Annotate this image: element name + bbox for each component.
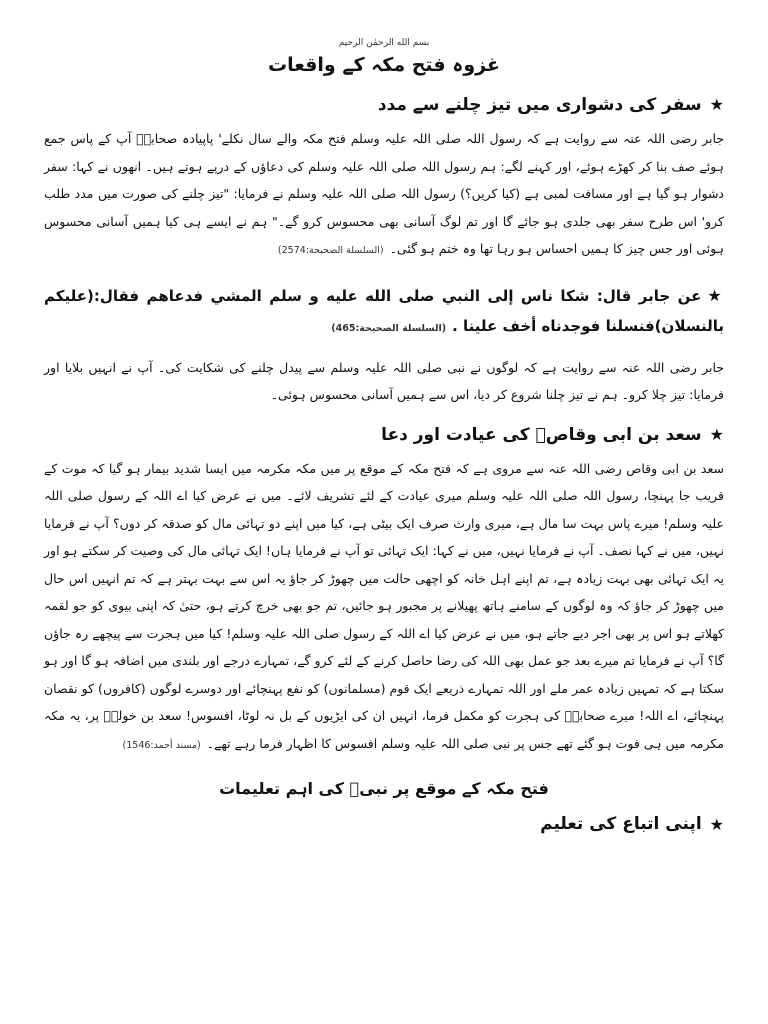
section-paragraph [44,354,724,409]
paragraph-text: جابر رضی اللہ عنہ سے روایت ہے کہ رسول اللہ صلی اللہ علیہ وسلم فتح مکہ والے سال نکلے' پاپیادہ صحابہؓ آپ کے پاس جمع ہوئے صف بنا کر کھڑے ہوئے، اور کہنے لگے: ہم رسول اللہ صلی اللہ علیہ وسلم کی دعاؤں کے درپے ہوتے ہیں۔ انھوں نے کہا: سفر دشوار ہو گیا ہے اور مسافت لمبی ہے (کیا کریں؟) رسول اللہ صلی اللہ علیہ وسلم نے فرمایا: "تیز چلنے کی صورت میں مدد طلب کرو' اس طرح سفر بھی جلدی ہو جائے گا اور تم لوگ آسانی بھی محسوس کرو گے۔" ہم نے ایسے ہی کیا ہمیں آسانی محسوس ہوئی اور جس چیز کا ہمیں احساس ہو رہا تھا وہ ختم ہو گئی۔ [44,131,724,256]
star-icon: ★ [709,814,724,834]
section-heading-travel-difficulty [44,94,724,115]
paragraph-text: جابر رضی اللہ عنہ سے روایت ہے کہ لوگوں نے نبی صلی اللہ علیہ وسلم سے پیدل چلنے کی شکایت کی۔ آپ نے انہیں بلایا اور فرمایا: تیز چلا کرو۔ ہم نے تیز چلنا شروع کر دیا، اس سے ہمیں آسانی محسوس ہوئی۔ [44,359,724,402]
star-icon: ★ [709,95,724,114]
arabic-hadith-heading [44,281,724,344]
section-heading-saad-visit [44,425,724,445]
section-paragraph [44,125,724,265]
reference-citation: (السلسلة الصحيحة:2574) [277,245,384,256]
subtitle-heading: فتح مکہ کے موقع پر نبیؐ کی اہم تعلیمات [219,779,549,798]
paragraph-text: سعد بن ابی وقاص رضی اللہ عنہ سے مروی ہے کہ فتح مکہ کے موقع پر میں مکہ مکرمہ میں ایسا شدید بیمار ہو گیا کہ موت کے قریب جا پہنچا، رسول اللہ صلی اللہ علیہ وسلم میری عیادت کے لئے تشریف لائے۔ میں نے عرض کیا اے اللہ کے رسول صلی اللہ علیہ وسلم! میرے پاس بہت سا مال ہے، میری وارث صرف ایک بیٹی ہے، کیا میں اپنے دو تہائی مال کو صدقہ کر دوں؟ آپ نے فرمایا نہیں، میں نے کہا نصف۔ آپ نے فرمایا نہیں، میں نے کہا: ایک تہائی تو آپ نے فرمایا ہاں! ایک تہائی مال کی وصیت کر سکتے ہو اور یہ ایک تہائی بھی بہت زیادہ ہے، تم اپنے اہل خانہ کو اچھی حالت میں چھوڑ کر جاؤ یہ اس سے بہت بہتر ہے کہ تم انہیں اس حال میں چھوڑ کر جاؤ کہ وہ لوگوں کے سامنے ہاتھ پھیلانے پر مجبور ہو جائیں، تم جو بھی خرچ کرتے ہو، حتیٰ کہ اپنی بیوی کو جو لقمہ کھلاتے ہو اس پر بھی اجر دیے جاتے ہو، میں نے عرض کیا اے اللہ کے رسول صلی اللہ علیہ وسلم! کیا میں ہجرت سے پیچھے رہ جاؤں گا؟ آپ نے فرمایا تم میرے بعد جو عمل بھی اللہ کی رضا حاصل کرنے کے لئے کرو گے، تمہارے درجے اور بلندی میں اضافہ ہو گا اور ہو سکتا ہے کہ تمہیں زیادہ عمر ملے اور اللہ تمہارے ذریعے ایک قوم (مسلمانوں) کو نفع پہنچائے اور دوسرے لوگوں (کافروں) کو نقصان پہنچائے، اے اللہ! میرے صحابہؓ کی ہجرت کو مکمل فرما، انہیں ان کی ایڑیوں کے بل نہ لوٹا، افسوس! سعد بن خولہؓ پر، یہ مکہ مکرمہ میں ہی فوت ہو گئے تھے جس پر نبی صلی اللہ علیہ وسلم افسوس کا اظہار فرما رہے تھے۔ [44,460,724,751]
section-heading-following [44,814,724,834]
star-icon: ★ [707,285,724,305]
basmala: بسم الله الرحمٰن الرحيم [338,38,430,48]
arabic-hadith-text: عن جابر قال: شكا ناس إلى النبي صلى الله عليه و سلم المشي فدعاهم فقال:(عليكم بالنسلان)فنسلنا فوجدناه أخف علينا . [44,286,724,335]
section-heading-text: سعد بن ابی وقاصؓ کی عیادت اور دعا [381,424,702,445]
star-icon: ★ [709,425,724,444]
reference-citation: (مسند أحمد:1546) [122,739,201,751]
section-heading-text: سفر کی دشواری میں تیز چلنے سے مدد [377,95,702,115]
section-heading-text: اپنی اتباع کی تعلیم [540,814,702,834]
reference-citation: (السلسلة الصحيحة:465) [331,322,447,334]
page-title: غزوہ فتح مکہ کے واقعات [268,54,500,76]
section-paragraph [44,455,724,760]
